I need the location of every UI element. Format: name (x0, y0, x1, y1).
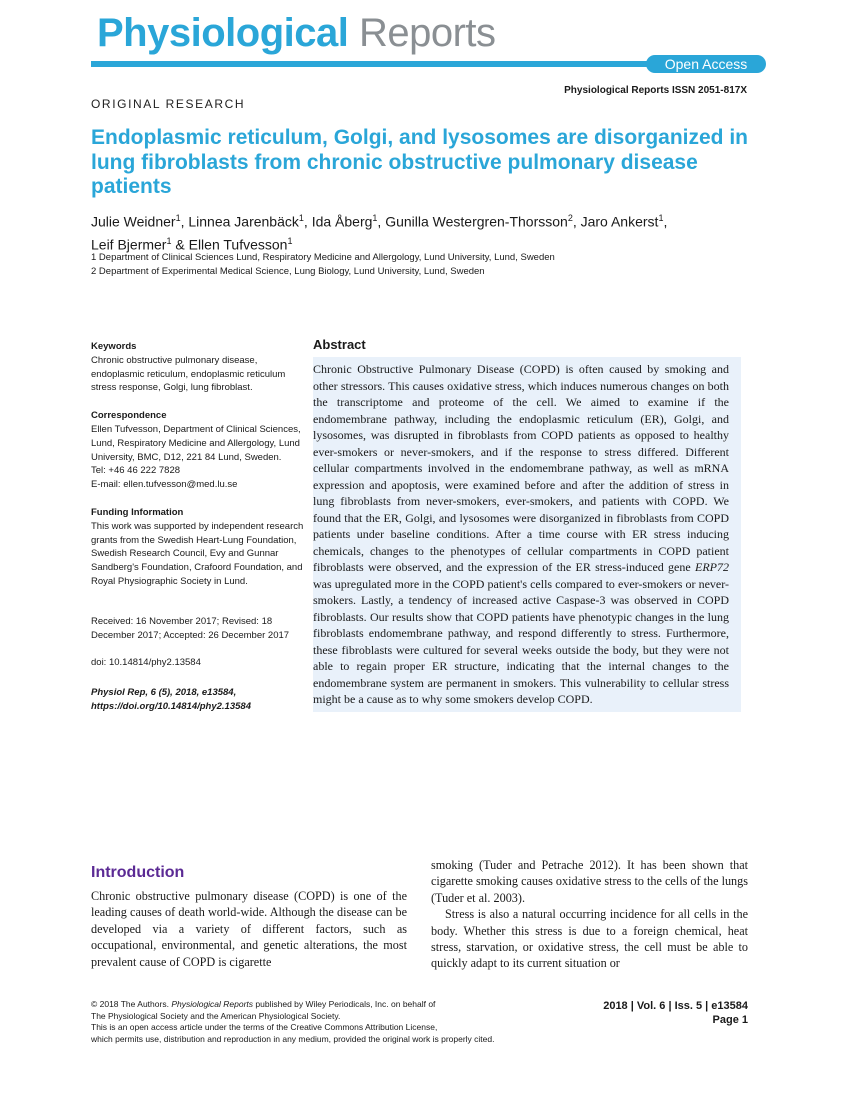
footer-copyright (91, 999, 561, 1011)
author-affiliation-marker: 1 (298, 213, 304, 223)
author-name: Linnea Jarenbäck (188, 213, 299, 230)
author-name: Ida Åberg (311, 213, 373, 230)
article-sidebar (91, 340, 305, 714)
introduction-heading: Introduction (91, 864, 185, 881)
author-affiliation-marker: 1 (175, 213, 181, 223)
affiliations (91, 251, 771, 279)
author-name: Jaro Ankerst (580, 213, 659, 230)
introduction-paragraph-1: smoking (Tuder and Petrache 2012). It has been shown that cigarette smoking causes oxidative stress to the cells of the lungs (Tuder et al. 2003). (431, 858, 748, 905)
footer-line-2: The Physiological Society and the American Physiological Society. (91, 1010, 341, 1021)
funding-text: This work was supported by independent research grants from the Swedish Heart-Lung Foundation, Swedish Research Council, Evy and Gunnar Sandberg's Foundation, Crafoord Foundation, and Royal Physiographic Society in Lund. (91, 520, 304, 587)
journal-name-light: Reports (358, 11, 496, 55)
author-affiliation-marker: 1 (658, 213, 664, 223)
footer-issue-info (603, 999, 748, 1027)
footer-line-4: which permits use, distribution and reproduction in any medium, provided the original work is properly cited. (91, 1033, 495, 1044)
author-name: Julie Weidner (91, 213, 176, 230)
abstract-box (313, 357, 741, 712)
author-name: Gunilla Westergren-Thorsson (385, 213, 568, 230)
correspondence-email[interactable]: E-mail: ellen.tufvesson@med.lu.se (91, 479, 238, 491)
article-dates: Received: 16 November 2017; Revised: 18 December 2017; Accepted: 26 December 2017 (91, 615, 290, 641)
journal-masthead (97, 10, 496, 56)
author-name: Ellen Tufvesson (188, 236, 288, 253)
footer-line-3: This is an open access article under the terms of the Creative Commons Attribution License, (91, 1022, 438, 1032)
introduction-column-2 (431, 857, 748, 972)
introduction-column-1: Chronic obstructive pulmonary disease (COPD) is one of the leading causes of death world-wide. Although the disease can be developed via a variety of different factors, such as occupational, environmental, and genetic alterations, the most prevalent cause of COPD is cigarette (91, 889, 407, 969)
author-affiliation-marker: 1 (372, 213, 378, 223)
abstract-heading: Abstract (313, 337, 366, 352)
keywords-heading: Keywords (91, 341, 137, 352)
article-title: Endoplasmic reticulum, Golgi, and lysosomes are disorganized in lung fibroblasts from chronic obstructive pulmonary disease patients (91, 126, 748, 198)
citation-line-1: Physiol Rep, 6 (5), 2018, e13584, (91, 687, 237, 699)
article-doi[interactable]: doi: 10.14814/phy2.13584 (91, 657, 201, 669)
correspondence-heading: Correspondence (91, 410, 167, 422)
article-type: ORIGINAL RESEARCH (91, 97, 246, 111)
keywords-text: Chronic obstructive pulmonary disease, endoplasmic reticulum, endoplasmic reticulum stress response, Golgi, lung fibroblast. (91, 354, 286, 394)
author-affiliation-marker: 1 (287, 235, 293, 246)
introduction-paragraph-2: Stress is also a natural occurring incidence for all cells in the body. Whether this stress is due to a foreign chemical, heat stress, starvation, or oxidative stress, the cell must be able to quickly adapt to its current situation or (431, 907, 748, 971)
copyright-prefix: © 2018 The Authors. (91, 999, 172, 1009)
abstract-text-part2: was upregulated more in the COPD patient's cells compared to ever-smokers or never-smokers. Lastly, a tendency of increased active Caspase-3 was observed in COPD fibroblasts. Our results show that COPD patients have phenotypic changes in the lung fibroblasts endomembrane pathway, and respond differently to stress. Furthermore, these fibroblasts were cultured for several weeks outside the body, but they were not able to regain proper ER structure, indicating that the internal changes to the endomembrane system are permanent in smokers. This vulnerability to cellular stress might be a cause as to why some smokers develop COPD. (313, 576, 729, 706)
footer-page-number: Page 1 (712, 1014, 748, 1026)
citation-url[interactable]: https://doi.org/10.14814/phy2.13584 (91, 700, 251, 712)
affiliation-2: 2 Department of Experimental Medical Science, Lung Biology, Lund University, Lund, Sweden (91, 266, 485, 277)
abstract-gene-name: ERP72 (695, 560, 729, 574)
open-access-badge: Open Access (646, 55, 766, 73)
article-citation (91, 686, 305, 714)
copyright-journal: Physiological Reports (171, 999, 254, 1009)
affiliation-1: 1 Department of Clinical Sciences Lund, Respiratory Medicine and Allergology, Lund University, Lund, Sweden (91, 252, 555, 263)
author-affiliation-marker: 2 (567, 213, 573, 223)
correspondence-tel: Tel: +46 46 222 7828 (91, 465, 181, 477)
footer-issue: 2018 | Vol. 6 | Iss. 5 | e13584 (603, 1000, 748, 1012)
abstract-text-part1: Chronic Obstructive Pulmonary Disease (COPD) is often caused by smoking and other stressors. This causes oxidative stress, which induces numerous changes on both the transcriptome and proteome of the cell. We aimed to examine if the endomembrane pathway, including the endoplasmic reticulum (ER), Golgi, and lysosomes, was disrupted in fibroblasts from COPD patients as opposed to healthy ever-smokers or never-smokers, and if the response to stress differed. Different cellular compartments involved in the endomembrane pathway, as well as mRNA expression and apoptosis, were examined before and after the addition of stress in lung fibroblasts from never-smokers, ever-smokers, and patients with COPD. We found that the ER, Golgi, and lysosomes were disorganized in fibroblasts from COPD patients under baseline conditions. After a time course with ER stress inducing chemicals, changes to the phenotypes of cellular compartments in COPD patient fibroblasts were observed, and the expression of the ER stress-induced gene (313, 362, 729, 574)
author-name: Leif Bjermer (91, 236, 167, 253)
copyright-suffix: published by Wiley Periodicals, Inc. on behalf of (253, 999, 436, 1009)
correspondence-address: Ellen Tufvesson, Department of Clinical Sciences, Lund, Respiratory Medicine and Allergology, Lund University, BMC, D12, 221 84 Lund, Sweden. (91, 423, 301, 463)
journal-name-bold: Physiological (97, 11, 349, 55)
funding-heading: Funding Information (91, 506, 184, 518)
footer-license (91, 999, 561, 1045)
masthead-rule (91, 61, 657, 67)
journal-issn: Physiological Reports ISSN 2051-817X (564, 85, 747, 96)
author-list: Julie Weidner$^1$, Linnea Jarenbäck$^1$, Ida Åberg$^1$, Gunilla Westergren-Thorsson$^2$, Jaro Ankerst$^1$, Leif Bjermer$^1$ & Ellen Tufvesson$^1$ (91, 213, 668, 253)
author-affiliation-marker: 1 (166, 235, 172, 246)
